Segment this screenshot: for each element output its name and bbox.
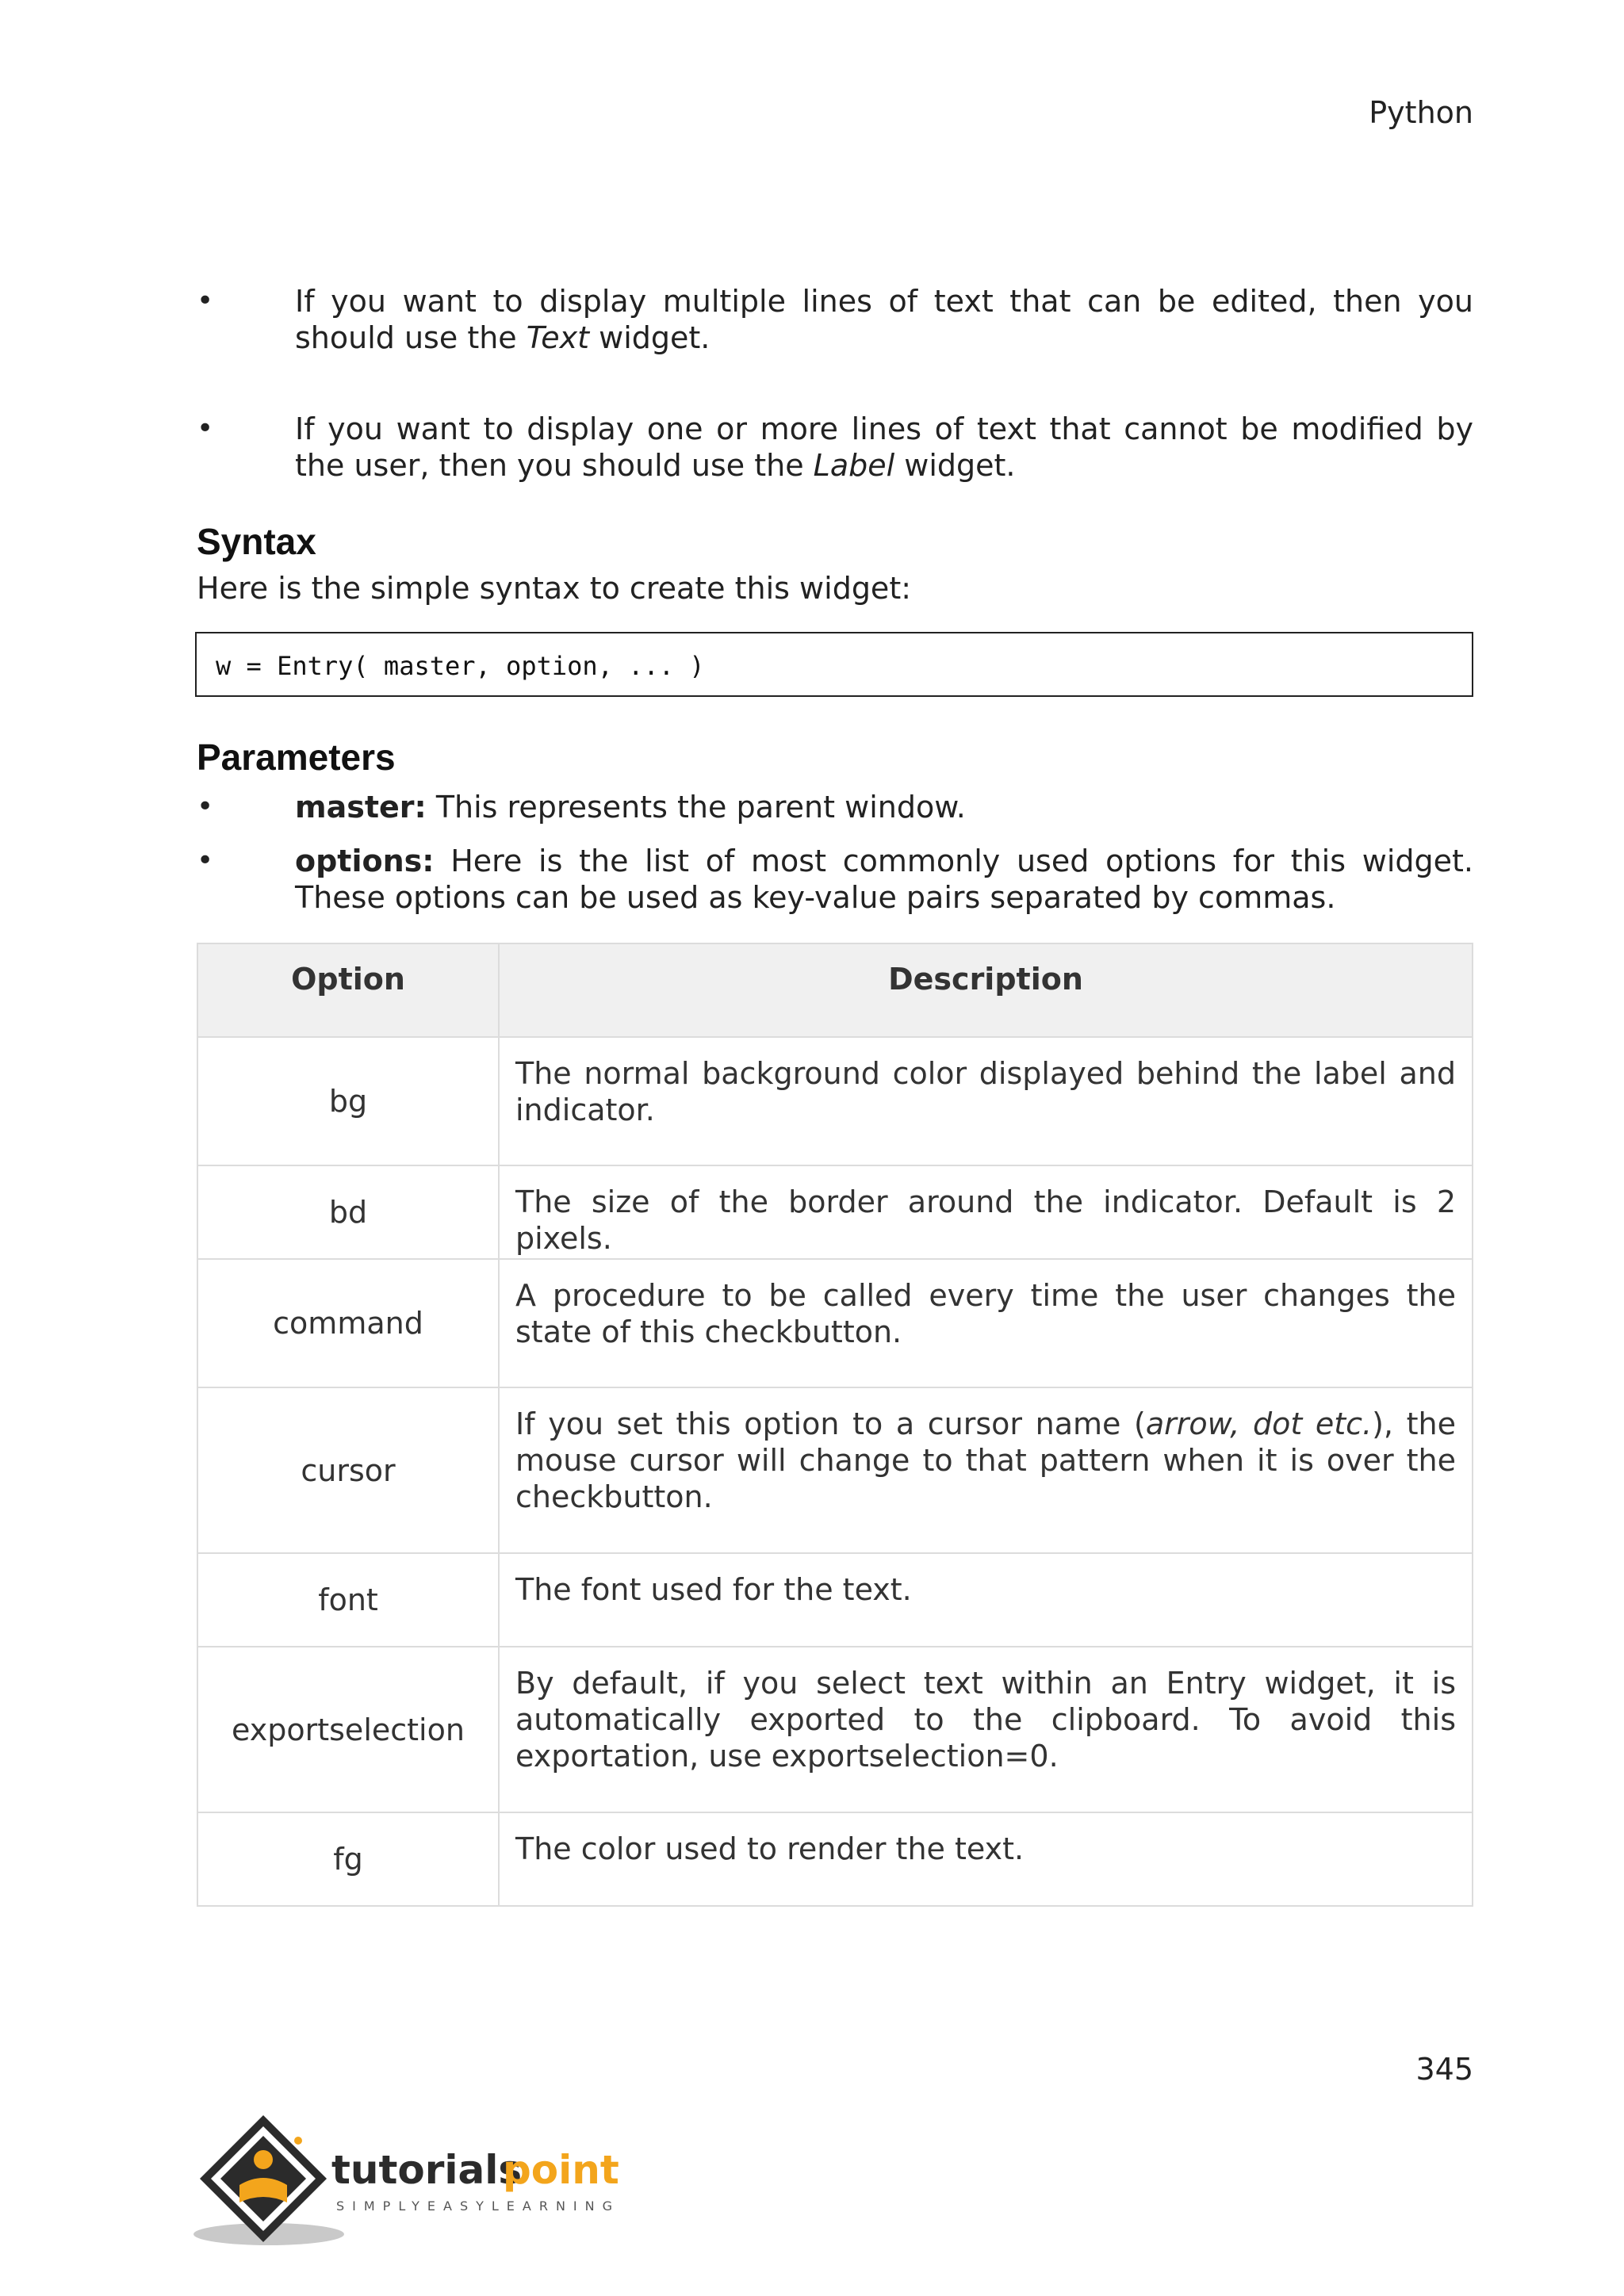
logo-person-icon	[254, 2150, 273, 2169]
bullet-dot-icon: •	[197, 844, 214, 877]
description-cell: A procedure to be called every time the user changes the state of this checkbutton.	[499, 1259, 1473, 1387]
option-cell: fg	[197, 1812, 499, 1906]
option-cell: bg	[197, 1037, 499, 1165]
parameters-heading: Parameters	[197, 737, 396, 778]
logo-word-tutorials: tutorials	[331, 2147, 523, 2193]
table-header-row	[197, 943, 1473, 1037]
table-row	[197, 1812, 1473, 1906]
column-header-option: Option	[197, 943, 499, 1037]
table-row	[197, 1387, 1473, 1553]
bullet-text: If you want to display one or more lines of text that cannot be modified by the user, then you should use the Label widget.	[295, 411, 1473, 483]
running-header-title: Python	[1369, 95, 1473, 130]
page-number: 345	[1415, 2052, 1473, 2087]
table-row	[197, 1647, 1473, 1812]
options-table	[197, 943, 1473, 1907]
code-block: w = Entry( master, option, ... )	[195, 632, 1473, 697]
syntax-intro: Here is the simple syntax to create this widget:	[197, 571, 912, 606]
description-cell: The color used to render the text.	[499, 1812, 1473, 1906]
bullet-text: options: Here is the list of most commonly used options for this widget. These options can be used as key-value pairs separated by commas.	[295, 844, 1473, 915]
option-cell: command	[197, 1259, 499, 1387]
table-row	[197, 1553, 1473, 1647]
table-row	[197, 1259, 1473, 1387]
option-cell: font	[197, 1553, 499, 1647]
description-cell: If you set this option to a cursor name (arrow, dot etc.), the mouse cursor will change to that pattern when it is over the checkbutton.	[499, 1387, 1473, 1553]
description-cell: The normal background color displayed behind the label and indicator.	[499, 1037, 1473, 1165]
option-cell: bd	[197, 1165, 499, 1259]
logo-tagline: SIMPLYEASYLEARNING	[336, 2198, 621, 2214]
column-header-description: Description	[499, 943, 1473, 1037]
logo-spark-icon	[294, 2137, 302, 2145]
bullet-text: If you want to display multiple lines of text that can be edited, then you should use the Text widget.	[295, 284, 1473, 355]
description-cell: The font used for the text.	[499, 1553, 1473, 1647]
table-row	[197, 1037, 1473, 1165]
bullet-dot-icon: •	[197, 790, 214, 823]
description-cell: By default, if you select text within an Entry widget, it is automatically exported to the clipboard. To avoid this exportation, use exportselection=0.	[499, 1647, 1473, 1812]
tutorialspoint-logo	[193, 2109, 677, 2252]
bullet-dot-icon: •	[197, 285, 214, 317]
bullet-dot-icon: •	[197, 412, 214, 445]
option-cell: cursor	[197, 1387, 499, 1553]
syntax-heading: Syntax	[197, 521, 316, 562]
description-cell: The size of the border around the indicator. Default is 2 pixels.	[499, 1165, 1473, 1259]
bullet-text: master: This represents the parent window.	[295, 790, 966, 825]
logo-word-point: point	[503, 2147, 619, 2193]
option-cell: exportselection	[197, 1647, 499, 1812]
table-row	[197, 1165, 1473, 1259]
